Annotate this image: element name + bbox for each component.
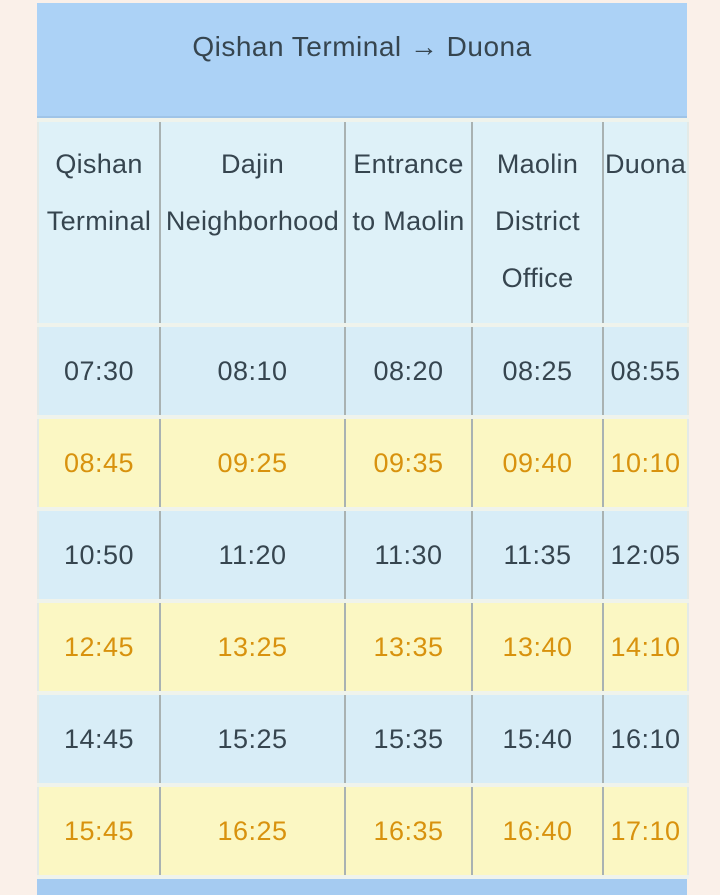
time-cell: 16:35 — [345, 785, 472, 877]
time-cell: 08:45 — [38, 417, 160, 509]
time-cell: 15:45 — [38, 785, 160, 877]
departure-row — [38, 417, 688, 509]
departure-row — [38, 693, 688, 785]
time-cell: 15:35 — [345, 693, 472, 785]
time-cell: 09:40 — [472, 417, 603, 509]
time-cell: 11:35 — [472, 509, 603, 601]
time-cell: 07:30 — [38, 325, 160, 417]
time-cell: 11:20 — [160, 509, 345, 601]
time-cell: 16:40 — [472, 785, 603, 877]
column-header-dajin-neighborhood: Dajin Neighborhood — [160, 120, 345, 325]
time-cell: 08:25 — [472, 325, 603, 417]
time-cell: 09:35 — [345, 417, 472, 509]
time-cell: 12:05 — [603, 509, 688, 601]
departure-row — [38, 785, 688, 877]
time-cell: 15:25 — [160, 693, 345, 785]
time-cell: 17:10 — [603, 785, 688, 877]
time-cell: 10:10 — [603, 417, 688, 509]
time-cell: 12:45 — [38, 601, 160, 693]
timetable-body — [38, 325, 688, 877]
column-header-qishan-terminal: Qishan Terminal — [38, 120, 160, 325]
time-cell: 11:30 — [345, 509, 472, 601]
timetable-panel — [37, 3, 687, 895]
time-cell: 15:40 — [472, 693, 603, 785]
next-section-bar — [37, 879, 687, 895]
time-cell: 08:20 — [345, 325, 472, 417]
time-cell: 08:10 — [160, 325, 345, 417]
time-cell: 16:10 — [603, 693, 688, 785]
timetable-header-row — [38, 120, 688, 325]
time-cell: 14:45 — [38, 693, 160, 785]
time-cell: 10:50 — [38, 509, 160, 601]
column-header-maolin-district-office: Maolin District Office — [472, 120, 603, 325]
time-cell: 09:25 — [160, 417, 345, 509]
time-cell: 13:40 — [472, 601, 603, 693]
time-cell: 13:25 — [160, 601, 345, 693]
time-cell: 08:55 — [603, 325, 688, 417]
route-title-bar — [37, 3, 687, 118]
time-cell: 16:25 — [160, 785, 345, 877]
route-title: Qishan Terminal → Duona — [192, 30, 532, 62]
time-cell: 13:35 — [345, 601, 472, 693]
departure-row — [38, 601, 688, 693]
column-header-duona: Duona — [603, 120, 688, 325]
column-header-entrance-to-maolin: Entrance to Maolin — [345, 120, 472, 325]
timetable-table — [37, 118, 689, 879]
departure-row — [38, 509, 688, 601]
departure-row — [38, 325, 688, 417]
time-cell: 14:10 — [603, 601, 688, 693]
